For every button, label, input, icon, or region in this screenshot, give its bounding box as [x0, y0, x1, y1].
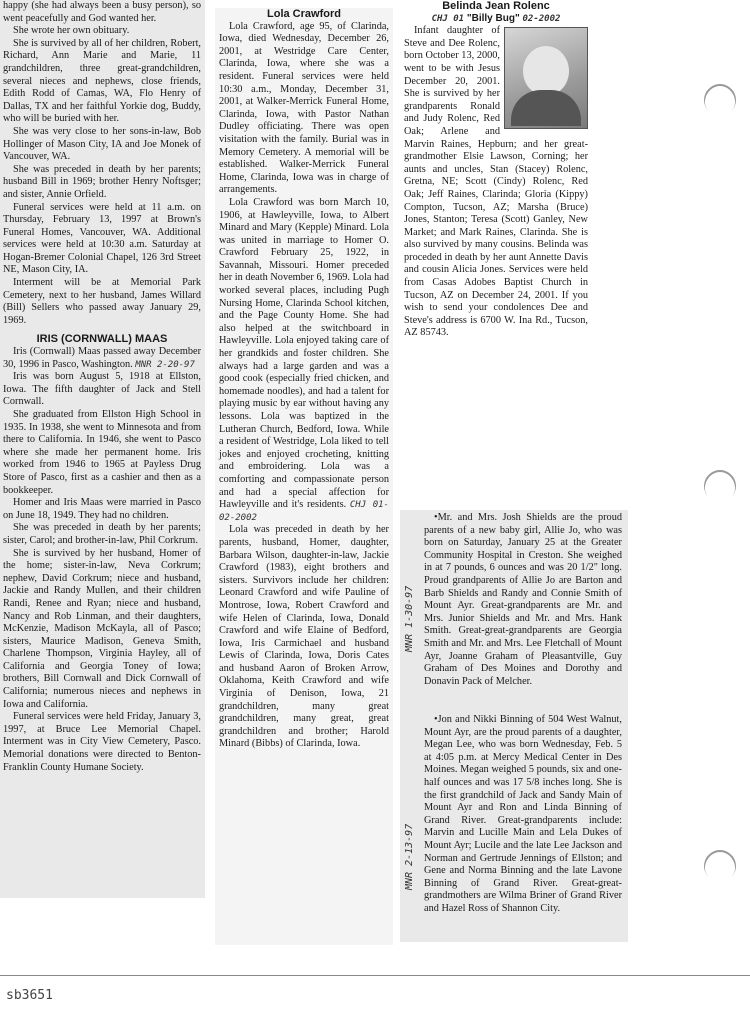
iris-intro: Iris (Cornwall) Maas passed away December 30, 1996 in Pasco, Washington.: [3, 346, 201, 370]
photo-face: [523, 46, 569, 96]
punch-hole: [697, 77, 742, 122]
punch-hole: [697, 843, 742, 888]
photo-body: [511, 90, 581, 126]
iris-heading: IRIS (CORNWALL) MAAS: [36, 333, 168, 346]
paragraph: Interment will be at Memorial Park Cemetery, next to her husband, James Willard (Bill) Sellers who passed away January 29, 1969.: [3, 277, 201, 326]
paragraph: She wrote her own obituary.: [13, 25, 130, 37]
paragraph: •Mr. and Mrs. Josh Shields are the proud parents of a new baby girl, Allie Jo, who was born on Saturday, January 25 at the Greater Community Hospital in Creston. She weighed in at 7 pounds, 6 ounces and was 20 1/2" long. Proud grandparents of Allie Jo are Barton and Barb Shields and Randy and Connie Smith of Mount Ayr. Great-grandparents are Mr. and Mrs. Junior Shields and Mr. and Mrs. Hank Smith. Great-great-grandparents are Georgia Smith and Mr. and Mrs. Lee Fletchall of Mount Ayr, Joanne Graham of Pleasantville, Guy Graham of Des Moines and Dorothy and Donavin Pack of Melcher.: [424, 512, 622, 687]
obituary-column-2: [215, 8, 393, 945]
paragraph: happy (she had always been a busy person), so went peacefully and God wanted her.: [3, 0, 201, 24]
paragraph-text: Lola Crawford was born March 10, 1906, at Hawleyville, Iowa, to Albert Minard and Mary (Kepple) Minard. Lola was united in marriage to Homer O. Crawford February 25, 1922, in Savannah, Missouri. Homer preceded her in death November 6, 1969. Lola had worked several places, including Pugh Nursing Home, Clarinda School kitchen, and the Page County Home. She had also helped at the switchboard in Hawleyville. Lola enjoyed taking care of her grandkids and foster children. She always had a large garden and was a good cook (especially fried chicken, and homemade noodles), and had a talent for playing music by ear without having any lessons. Lola was baptized in the Lutheran Church, Bedford, Iowa. While a resident of Westridge, Lola liked to tell jokes and enjoyed crocheting, knitting and embroidering. Lola was a comforting and compassionate person and had a special affection for Hawleyville and it's residents.: [219, 196, 389, 511]
handwritten-note-rotated: MNR 2-13-97: [404, 823, 415, 890]
birth-announcement-shields: [400, 510, 628, 720]
paragraph: She was very close to her sons-in-law, Bob Hollinger of Mason City, IA and Joe Monek of Vancouver, WA.: [3, 125, 201, 163]
handwritten-note: 02-2002: [522, 13, 561, 24]
paragraph: She was preceded in death by her parents; husband Bill in 1969; brother Henry Noftsger; and sister, Annie Orfield.: [3, 163, 201, 200]
handwritten-note: CHJ 01-02-2002: [219, 500, 389, 523]
baby-photo: [504, 27, 588, 129]
handwritten-note: MNR 2-20-97: [135, 359, 195, 370]
paragraph: Funeral services were held at 11 a.m. on Thursday, February 13, 1997 at Brown's Funeral Homes, Vancouver, WA. Additional services were held at 10:30 a.m. Saturday at Hogan-Bremer Colonial Chapel, 126 3rd Street NE, Mason City, IA.: [3, 201, 201, 276]
paragraph: •Jon and Nikki Binning of 504 West Walnut, Mount Ayr, are the proud parents of a daughter, Megan Lee, who was born Wednesday, Feb. 5 at 4:05 p.m. at Mercy Medical Center in Des Moines. Megan weighed 5 pounds, six and one-half ounces and was 17 5/8 inches long. She is the first grandchild of Jack and Sandy Main of Mount Ayr and Ron and Linda Binning of Grand River. Great-grandparents include: Marvin and Lucille Main and Lela Dukes of Mount Ayr; Lucile and the late Lee Jackson and Norman and Gertrude Jennings of Ellston; and Gene and Norma Binning and the late Lavone Binning of Grand River. Great-great-grandmothers are Wilma Briner of Grand River and Hazel Ross of Shannon City.: [424, 714, 622, 914]
handwritten-note: CHJ 01: [431, 13, 465, 24]
punch-hole: [697, 463, 742, 508]
paragraph: She is survived by her husband, Homer of the home; sister-in-law, Neva Corkrum; nephew, David Corkrum; niece and husband, Jackie and Randy Mullen, and their children Randi, Renee and Ryan; niece and husband, Nancy and Rob Linman, and their daughters, McKenzie, Madison McKayla, all of Pasco; sisters, Maurice Madison, Geneva Smith, Charlene Thompson, Virginia Hayley, all of California and Georgia Toney of Iowa; brothers, Bill Cornwall and Dick Cornwall of California; numerous nieces and nephews in Iowa and California.: [3, 547, 201, 710]
page-divider: [0, 975, 750, 976]
paragraph: She graduated from Ellston High School in 1935. In 1938, she went to Minnesota and from there to California. In 1946, she went to Pasco where she made her permanent home. Iris worked from 1946 to 1965 at Payless Drug Store of Pasco, first as a cashier and then as a bookkeeper.: [3, 409, 201, 496]
paragraph: [3, 346, 201, 371]
paragraph: Homer and Iris Maas were married in Pasco on June 18, 1949. They had no children.: [3, 497, 201, 521]
paragraph: Lola Crawford, age 95, of Clarinda, Iowa, died Wednesday, December 26, 2001, at Westridge Care Center, Clarinda, Iowa, where she was a resident. Funeral services were held 10:30 a.m., Monday, December 31, 2001, at Walker-Merrick Funeral Home, Clarinda, Iowa, with Pastor Nathan Dudley officiating. There was open visitation with the family. Burial was in Memory Cemetery. A memorial will be established. Walker-Merrick Funeral Home, Clarinda, Iowa was in charge of arrangements.: [219, 20, 389, 196]
paragraph: She is survived by all of her children, Robert, Richard, Ann Marie and Marie, 11 grandchildren, three great-grandchildren, several nieces and nephews, close friends, Edith Rodd of Camas, WA, Flo Henry of Dallas, TX and her faithful Yorkie dog, Buddy, who will be buried with her.: [3, 37, 201, 125]
paragraph: She was preceded in death by her parents; sister, Carol; and brother-in-law, Phil Corkrum.: [3, 522, 201, 546]
lola-heading: Lola Crawford: [267, 8, 341, 20]
obituary-column-1: [0, 0, 205, 898]
page-tag: sb3651: [6, 988, 53, 1003]
obituary-column-3: [400, 0, 592, 498]
paragraph: Iris was born August 5, 1918 at Ellston, Iowa. The fifth daughter of Jack and Stell Cornwall.: [3, 371, 201, 408]
handwritten-note-rotated: MNR 1-30-97: [404, 585, 415, 652]
paragraph: [219, 197, 389, 524]
paragraph: Funeral services were held Friday, January 3, 1997, at Bruce Lee Memorial Chapel. Interment was in City View Cemetery, Pasco. Memorial donations were directed to Benton-Franklin County Humane Society.: [3, 711, 201, 773]
nickname: "Billy Bug": [466, 12, 520, 24]
belinda-heading: Belinda Jean Rolenc: [442, 0, 550, 12]
paragraph: Lola was preceded in death by her parents, husband, Homer, daughter, Barbara Wilson, daughter-in-law, Jackie Crawford (1983), eight brothers and sisters. Survivors include her children: Leonard Crawford and wife Pauline of Montrose, Iowa, Robert Crawford and wife Helen of Clarinda, Iowa, Donald Crawford and wife Elaine of Bedford, Iowa, Iris Carmichael and husband Lewis of Clarinda, Iowa, Doris Cates and husband Aaron of Broken Arrow, Oklahoma, Keith Crawford and wife Virginia of Denison, Iowa, 21 grandchildren, many great grandchildren, many great, great grandchildren and brother; Harold Minard (Bibbs) of Clarinda, Iowa.: [219, 524, 389, 750]
belinda-subheading: [404, 13, 588, 26]
paragraph: Infant daughter of Steve and Dee Rolenc, born October 13, 2000, went to be with Jesus December 20, 2001. She is survived by her grandparents Ronald and Judy Rolenc, Red Oak; Arlene and Marvin Raines, Hepburn; and her great-grandmother Elsie Lawson, Corning; her aunts and uncles, Stan (Stacey) Rolenc, Gretna, NE; Scott (Cindy) Rolenc, Red Oak; Jeff Raines, Clarinda; Gloria (Kippy) Compton, Tucson, AZ; Marsha (Bruce) Jones, Stanton; Teresa (Scott) Ganley, New Market; and Mark Raines, Clarinda. She is also survived by many cousins. Belinda was proceded in death by her aunt Annette Davis and cousin Alicia Jones. Services were held from Casas Adobes Baptist Church in Tucson, AZ on December 24, 2001. If you wish to send your condolences Dee and Steve's address is 6700 W. Ina Rd., Tucson, AZ 85743.: [404, 25, 588, 339]
birth-announcement-binning: [400, 712, 628, 942]
